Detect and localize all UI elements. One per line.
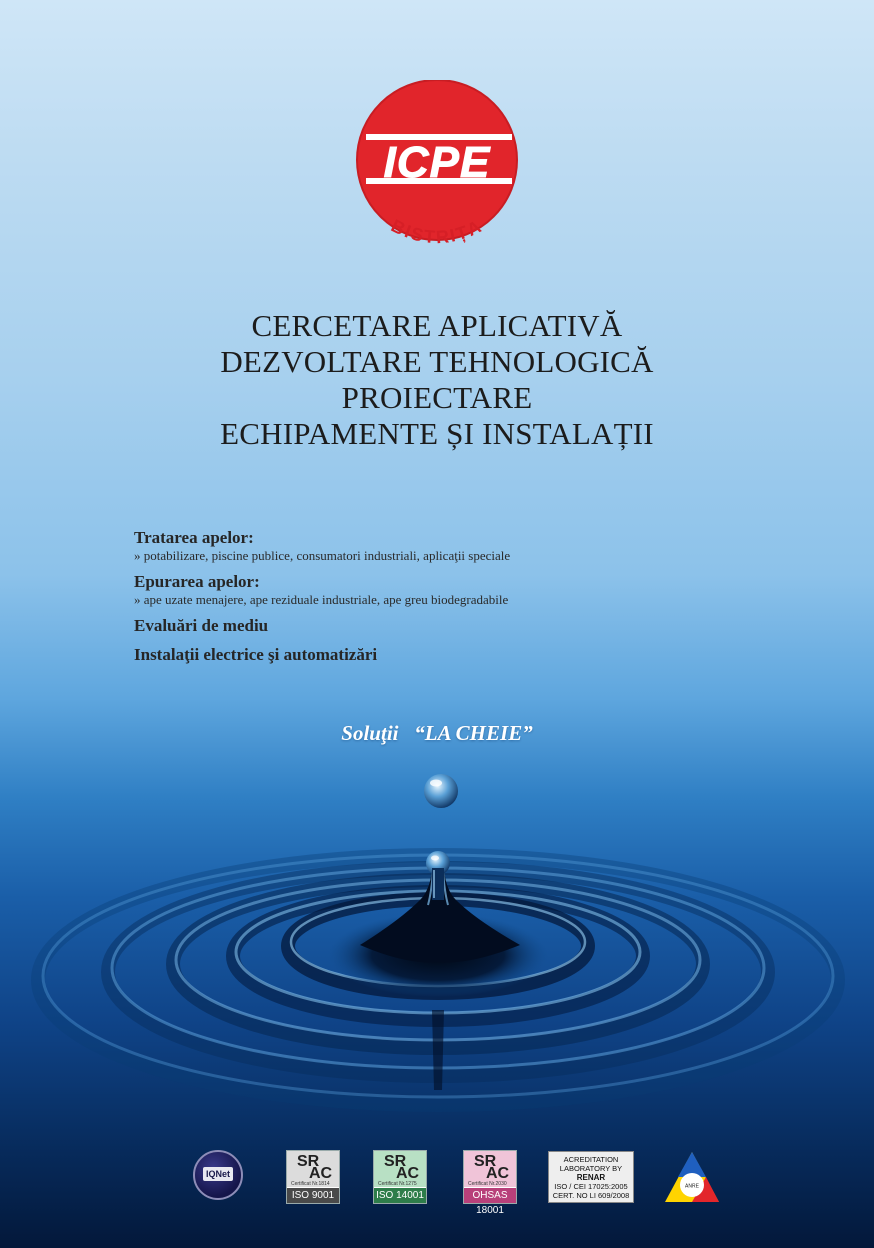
icpe-logo: [352, 80, 522, 270]
service-electrical: Instalaţii electrice şi automatizări: [134, 645, 378, 664]
renar-line-2: LABORATORY BY: [559, 1164, 623, 1173]
renar-line-3: RENAR: [576, 1173, 606, 1182]
iso14001-cert-number: Certificat Nr.1275: [378, 1181, 417, 1187]
tagline-quote: “LA CHEIE”: [414, 721, 533, 745]
iso9001-sr: SR: [297, 1153, 320, 1170]
headline-line-4: ECHIPAMENTE ȘI INSTALAȚII: [220, 416, 654, 451]
headline-line-1: CERCETARE APLICATIVĂ: [251, 308, 623, 343]
certifications-row: [0, 1148, 874, 1216]
iqnet-label: IQNet: [203, 1167, 233, 1181]
ohsas18001-sr: SR: [474, 1153, 497, 1170]
iso9001-cert-number: Certificat Nr.1814: [291, 1181, 330, 1187]
service-water-treatment-desc: » potabilizare, piscine publice, consumatori industriali, aplicaţii speciale: [134, 548, 511, 563]
tagline: [0, 721, 874, 746]
ohsas18001-cert-number: Certificat Nr.2030: [468, 1181, 507, 1187]
water-drop-illustration: [0, 750, 874, 1170]
iso14001-sr: SR: [384, 1153, 407, 1170]
logo-city-text: BISTRIȚA: [388, 215, 486, 248]
service-water-purification-title: Epurarea apelor:: [134, 572, 260, 591]
service-water-purification-desc: » ape uzate menajere, ape reziduale industriale, ape greu biodegradabile: [134, 592, 509, 607]
logo-brand-text: ICPE: [383, 138, 491, 187]
renar-line-4: ISO / CEI 17025:2005: [554, 1182, 628, 1191]
iso14001-badge: [373, 1150, 427, 1204]
iso9001-ac: AC: [309, 1165, 333, 1182]
tagline-word: Soluţii: [341, 721, 399, 745]
headline-line-3: PROIECTARE: [341, 380, 533, 415]
ohsas18001-badge: [463, 1150, 517, 1216]
headline: [0, 308, 874, 452]
headline-line-2: DEZVOLTARE TEHNOLOGICĂ: [220, 344, 654, 379]
ohsas18001-label: OHSAS 18001: [464, 1188, 516, 1203]
service-environment: Evaluări de mediu: [134, 616, 269, 635]
iso9001-label: ISO 9001: [287, 1188, 339, 1203]
services-list: [134, 528, 754, 674]
anre-label: ANRE: [685, 1183, 699, 1190]
renar-line-1: ACREDITATION: [563, 1155, 619, 1164]
iso14001-label: ISO 14001: [374, 1188, 426, 1203]
iso9001-badge: [286, 1150, 340, 1204]
service-water-treatment-title: Tratarea apelor:: [134, 528, 254, 547]
iqnet-badge: [193, 1150, 243, 1200]
anre-badge: [663, 1150, 721, 1204]
iso14001-ac: AC: [396, 1165, 420, 1182]
ohsas18001-ac: AC: [486, 1165, 510, 1182]
renar-line-5: CERT. NO LI 609/2008: [552, 1191, 630, 1200]
renar-badge: [548, 1151, 634, 1203]
